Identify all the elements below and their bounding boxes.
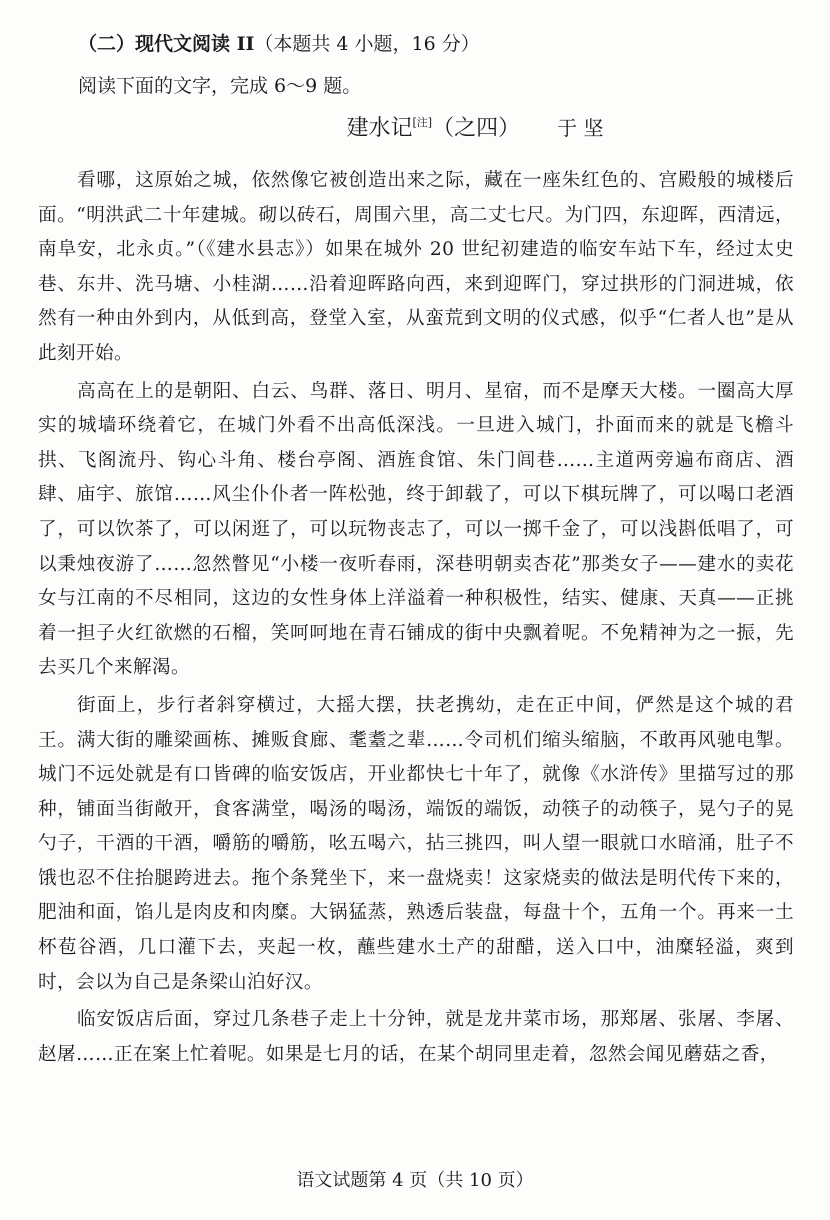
section-heading-label: （二）现代文阅读 II (78, 33, 255, 55)
article-title-text: 建水记 (346, 116, 413, 141)
article-body (38, 164, 794, 1075)
article-part: （之四） (432, 116, 521, 141)
article-title (347, 116, 521, 141)
paragraph: 街面上，步行者斜穿横过，大摇大摆，扶老携幼，走在正中间，俨然是这个城的君王。满大街的雕梁画栋、摊贩食廊、耄耋之辈……令司机们缩头缩脑，不敢再风驰电掣。城门不远处就是有口皆碑的临安饭店，开业都快七十年了，就像《水浒传》里描写过的那种，铺面当街敞开，食客满堂，喝汤的喝汤，端饭的端饭，动筷子的动筷子，晃勺子的晃勺子，干酒的干酒，嚼筋的嚼筋，吆五喝六，拈三挑四，叫人望一眼就口水暗涌，肚子不饿也忍不住抬腿跨进去。拖个条凳坐下，来一盘烧卖！这家烧卖的做法是明代传下来的，肥油和面，馅儿是肉皮和肉糜。大锅猛蒸，熟透后装盘，每盘十个，五角一个。再来一土杯苞谷酒，几口灌下去，夹起一枚，蘸些建水土产的甜醋，送入口中，油糜轻溢，爽到时，会以为自己是条梁山泊好汉。 (38, 694, 794, 993)
footnote-mark: [注] (412, 116, 433, 129)
article-author: 于 坚 (557, 116, 604, 140)
paragraph: 看哪，这原始之城，依然像它被创造出来之际，藏在一座朱红色的、宫殿般的城楼后面。“明洪武二十年建城。砌以砖石，周围六里，高二丈七尺。为门四，东迎晖，西清远，南阜安，北永贞。”（《建水县志》）如果在城外 20 世纪初建造的临安车站下车，经过太史巷、东井、洗马塘、小桂湖……沿着迎晖路向西，来到迎晖门，穿过拱形的门洞进城，依然有一种由外到内，从低到高，登堂入室，从蛮荒到文明的仪式感，似乎“仁者人也”是从此刻开始。 (38, 170, 794, 364)
section-heading (78, 30, 480, 58)
paragraph: 临安饭店后面，穿过几条巷子走上十分钟，就是龙井菜市场，那郑屠、张屠、李屠、赵屠……正在案上忙着呢。如果是七月的话，在某个胡同里走着，忽然会闻见蘑菇之香， (38, 1009, 794, 1065)
article-title-row (0, 112, 830, 145)
section-heading-detail: （本题共 4 小题，16 分） (254, 33, 480, 55)
page-footer: 语文试题第 4 页（共 10 页） (296, 1170, 534, 1191)
reading-instruction: 阅读下面的文字，完成 6～9 题。 (78, 75, 362, 97)
paragraph: 高高在上的是朝阳、白云、鸟群、落日、明月、星宿，而不是摩天大楼。一圈高大厚实的城墙环绕着它，在城门外看不出高低深浅。一旦进入城门，扑面而来的就是飞檐斗拱、飞阁流丹、钩心斗角、楼台亭阁、酒旌食馆、朱门闾巷……主道两旁遍布商店、酒肆、庙宇、旅馆……风尘仆仆者一阵松弛，终于卸载了，可以下棋玩牌了，可以喝口老酒了，可以饮茶了，可以闲逛了，可以玩物丧志了，可以一掷千金了，可以浅斟低唱了，可以秉烛夜游了……忽然瞥见“小楼一夜听春雨，深巷明朝卖杏花”那类女子——建水的卖花女与江南的不尽相同，这边的女性身体上洋溢着一种积极性，结实、健康、天真——正挑着一担子火红欲燃的石榴，笑呵呵地在青石铺成的街中央飘着呢。不免精神为之一振，先去买几个来解渴。 (38, 380, 794, 679)
